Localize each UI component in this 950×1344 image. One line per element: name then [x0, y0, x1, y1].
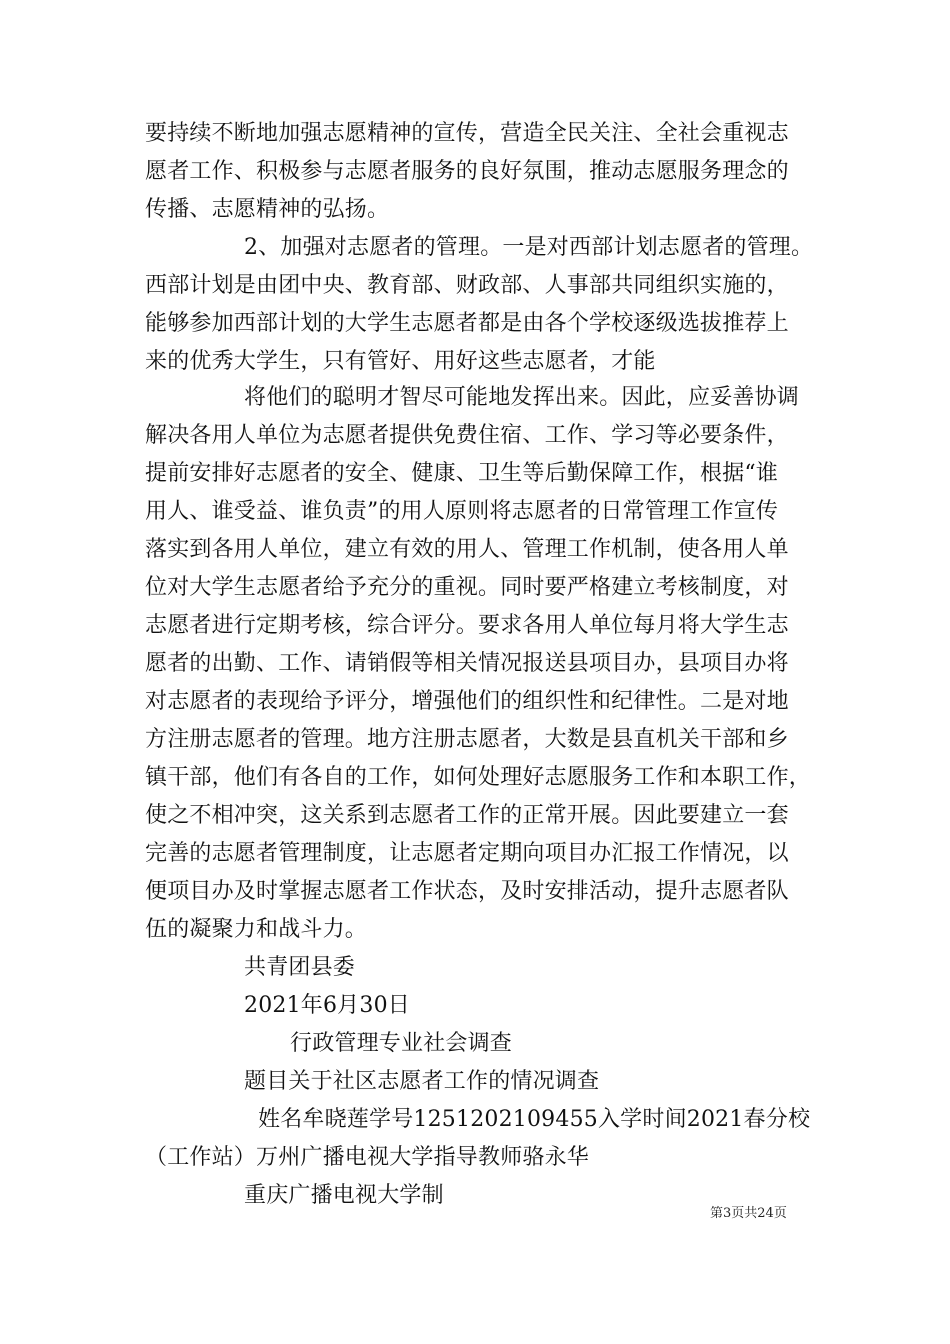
student-info: 姓名牟晓莲学号1251202109455入学时间2021春分校	[258, 1107, 811, 1132]
text-line: 镇干部，他们有各自的工作，如何处理好志愿服务工作和本职工作，	[145, 765, 812, 790]
text-line: 用人、谁受益、谁负责”的用人原则将志愿者的日常管理工作宣传	[145, 499, 779, 524]
text-line: 完善的志愿者管理制度，让志愿者定期向项目办汇报工作情况，以	[145, 841, 789, 866]
text-line: 愿者工作、积极参与志愿者服务的良好氛围，推动志愿服务理念的	[145, 159, 789, 184]
workstation-info: （工作站）万州广播电视大学指导教师骆永华	[145, 1145, 590, 1170]
text-line: 西部计划是由团中央、教育部、财政部、人事部共同组织实施的，	[145, 273, 789, 298]
text-line: 位对大学生志愿者给予充分的重视。同时要严格建立考核制度，对	[145, 575, 789, 600]
institution-info: 重庆广播电视大学制	[244, 1183, 444, 1208]
text-line: 伍的凝聚力和战斗力。	[145, 917, 368, 942]
text-line: 便项目办及时掌握志愿者工作状态，及时安排活动，提升志愿者队	[145, 879, 789, 904]
signature-organization: 共青团县委	[244, 955, 356, 980]
text-line: 要持续不断地加强志愿精神的宣传，营造全民关注、全社会重视志	[145, 121, 789, 146]
text-line: 志愿者进行定期考核，综合评分。要求各用人单位每月将大学生志	[145, 613, 789, 638]
text-line: 愿者的出勤、工作、请销假等相关情况报送县项目办，县项目办将	[145, 651, 789, 676]
text-line: 落实到各用人单位，建立有效的用人、管理工作机制，使各用人单	[145, 537, 789, 562]
section-heading: 行政管理专业社会调查	[290, 1031, 513, 1056]
text-line: 对志愿者的表现给予评分，增强他们的组织性和纪律性。二是对地	[145, 689, 789, 714]
signature-date: 2021年6月30日	[244, 993, 410, 1018]
text-line: 传播、志愿精神的弘扬。	[145, 197, 390, 222]
text-line: 使之不相冲突，这关系到志愿者工作的正常开展。因此要建立一套	[145, 803, 789, 828]
text-line: 2、加强对志愿者的管理。一是对西部计划志愿者的管理。	[244, 235, 814, 260]
text-line: 能够参加西部计划的大学生志愿者都是由各个学校逐级选拔推荐上	[145, 311, 789, 336]
text-line: 来的优秀大学生，只有管好、用好这些志愿者，才能	[145, 349, 656, 374]
text-line: 方注册志愿者的管理。地方注册志愿者，大数是县直机关干部和乡	[145, 727, 789, 752]
page-footer: 第3页共24页	[710, 1206, 787, 1221]
text-line: 解决各用人单位为志愿者提供免费住宿、工作、学习等必要条件，	[145, 423, 789, 448]
text-line: 将他们的聪明才智尽可能地发挥出来。因此，应妥善协调	[244, 385, 800, 410]
survey-title: 题目关于社区志愿者工作的情况调查	[244, 1069, 600, 1094]
text-line: 提前安排好志愿者的安全、健康、卫生等后勤保障工作，根据“谁	[145, 461, 779, 486]
